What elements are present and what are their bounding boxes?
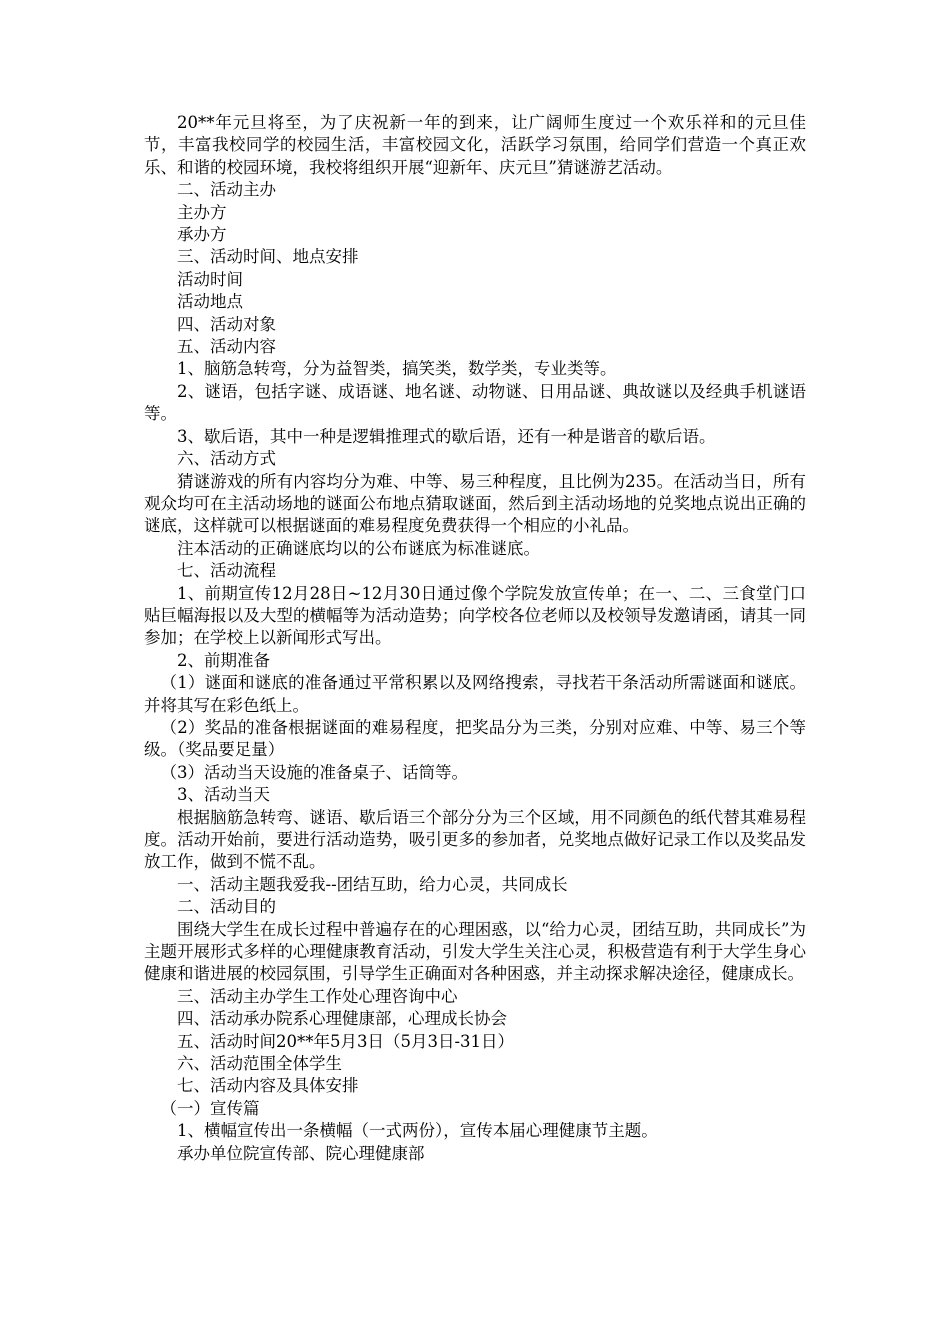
day-of-paragraph: 根据脑筋急转弯、谜语、歇后语三个部分分为三个区域，用不同颜色的纸代替其难易程度。活动开始前，要进行活动造势，吸引更多的参加者，兑奖地点做好记录工作以及奖品发放工作，做到不慌不乱。 <box>144 807 806 872</box>
section-heading-audience: 四、活动对象 <box>177 314 276 334</box>
process-item-day-of: 3、活动当天 <box>177 785 270 805</box>
preparation-sub-2: （2）奖品的准备根据谜面的难易程度，把奖品分为三类，分别对应难、中等、易三个等级。（奖品要足量） <box>144 717 806 760</box>
process-item-publicity: 1、前期宣传12月28日~12月30日通过像个学院发放宣传单；在一、二、三食堂门口贴巨幅海报以及大型的横幅等为活动造势；向学校各位老师以及校领导发邀请函，请其一同参加；在学校上以新闻形式写出。 <box>144 583 806 648</box>
section-heading-time-place: 三、活动时间、地点安排 <box>177 247 359 267</box>
activity-place-line: 活动地点 <box>177 292 243 312</box>
content-item-2: 2、谜语，包括字谜、成语谜、地名谜、动物谜、日用品谜、典故谜以及经典手机谜语等。 <box>144 381 806 424</box>
preparation-sub-1: （1）谜面和谜底的准备通过平常积累以及网络搜索，寻找若干条活动所需谜面和谜底。并将其写在彩色纸上。 <box>144 673 806 715</box>
undertaker-line: 四、活动承办院系心理健康部，心理成长协会 <box>177 1009 507 1029</box>
scope-line: 六、活动范围全体学生 <box>177 1054 342 1074</box>
method-paragraph: 猜谜游戏的所有内容均分为难、中等、易三种程度，且比例为235。在活动当日，所有观众均可在主活动场地的谜面公布地点猜取谜面，然后到主活动场地的兑奖地点说出正确的谜底，这样就可以根据谜面的难易程度免费获得一个相应的小礼品。 <box>144 471 806 536</box>
section-heading-content: 五、活动内容 <box>177 337 276 357</box>
section-heading-process: 七、活动流程 <box>177 561 276 581</box>
co-organizer-line: 承办方 <box>177 225 227 245</box>
time-line: 五、活动时间20**年5月3日（5月3日-31日） <box>177 1031 515 1051</box>
content-item-1: 1、脑筋急转弯，分为益智类，搞笑类，数学类，专业类等。 <box>177 359 617 379</box>
process-item-preparation: 2、前期准备 <box>177 650 270 670</box>
section-heading-organizer: 二、活动主办 <box>177 180 276 200</box>
purpose-paragraph: 围绕大学生在成长过程中普遍存在的心理困惑，以“给力心灵，团结互助，共同成长”为主题开展形式多样的心理健康教育活动，引发大学生关注心灵，积极营造有利于大学生身心健康和谐进展的校园氛围，引导学生正确面对各种困惑，并主动探求解决途径，健康成长。 <box>144 919 806 984</box>
content-arrangement-heading: 七、活动内容及具体安排 <box>177 1076 359 1096</box>
publicity-subheading: （一）宣传篇 <box>160 1098 260 1118</box>
answer-note: 注本活动的正确谜底均以的公布谜底为标准谜底。 <box>177 538 540 558</box>
section-heading-method: 六、活动方式 <box>177 449 276 469</box>
host-line: 三、活动主办学生工作处心理咨询中心 <box>177 986 458 1006</box>
organizer-line: 主办方 <box>177 202 227 222</box>
undertaking-unit-line: 承办单位院宣传部、院心理健康部 <box>177 1143 425 1163</box>
content-item-3: 3、歇后语，其中一种是逻辑推理式的歇后语，还有一种是谐音的歇后语。 <box>177 426 716 446</box>
document-page <box>144 112 806 1165</box>
theme-heading: 一、活动主题我爱我--团结互助，给力心灵，共同成长 <box>177 874 568 894</box>
intro-paragraph: 20**年元旦将至，为了庆祝新一年的到来，让广阔师生度过一个欢乐祥和的元旦佳节，丰富我校同学的校园生活，丰富校园文化，活跃学习氛围，给同学们营造一个真正欢乐、和谐的校园环境，我校将组织开展“迎新年、庆元旦”猜谜游艺活动。 <box>144 113 806 177</box>
section-heading-purpose: 二、活动目的 <box>177 897 276 917</box>
activity-time-line: 活动时间 <box>177 269 243 289</box>
banner-item: 1、横幅宣传出一条横幅（一式两份），宣传本届心理健康节主题。 <box>177 1121 658 1141</box>
preparation-sub-3: （3）活动当天设施的准备桌子、话筒等。 <box>160 762 468 782</box>
